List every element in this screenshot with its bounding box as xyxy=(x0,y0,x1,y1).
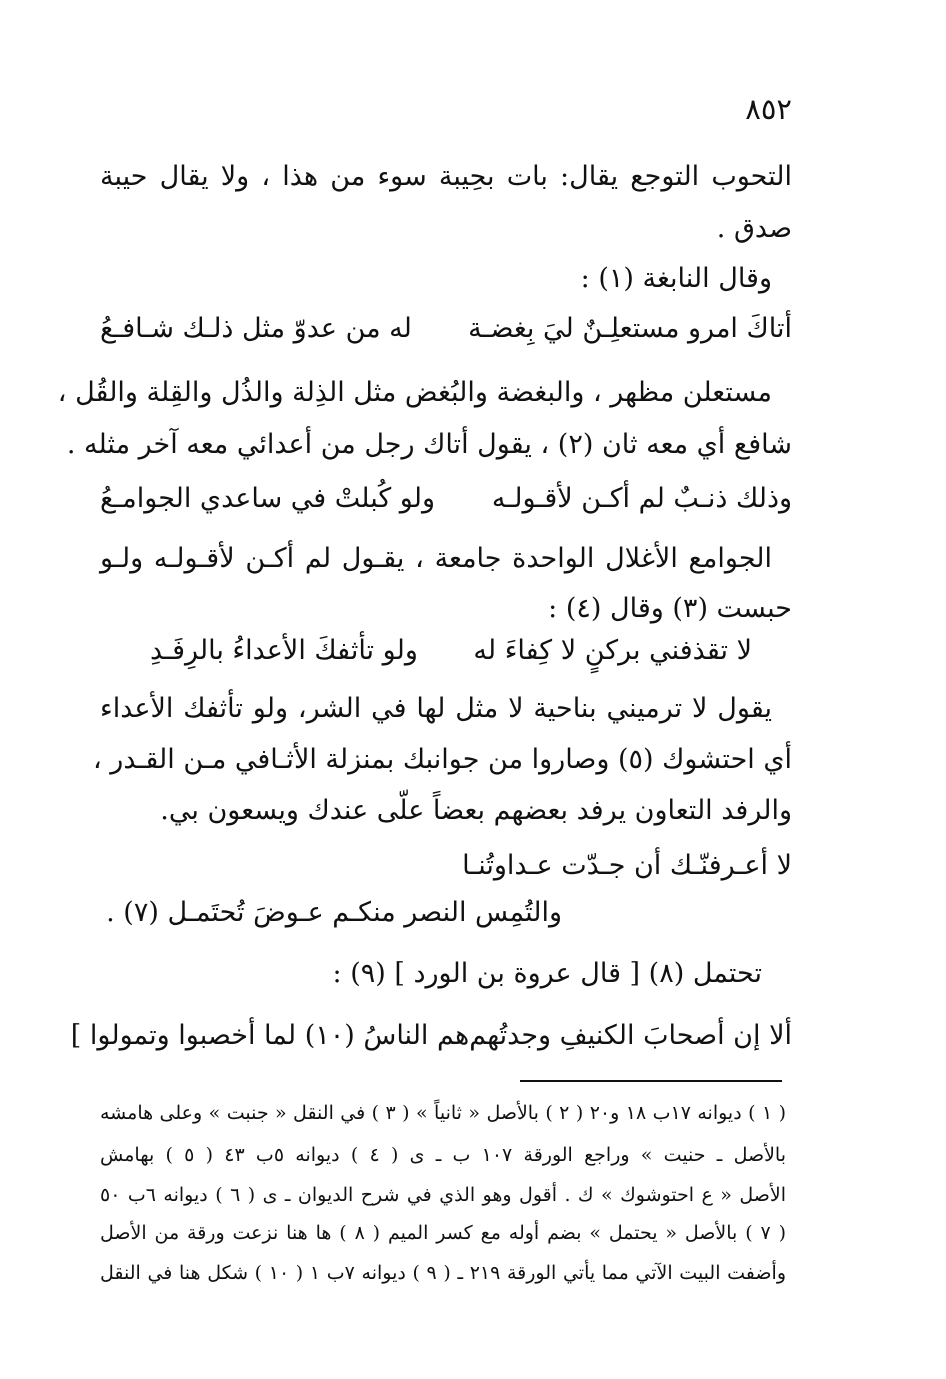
body-line: شافع أي معه ثان (٢) ، يقول أتاك رجل من أعدائي معه آخر مثله . xyxy=(66,429,792,460)
footnote-line: بالأصل ـ حنيت » وراجع الورقة ١٠٧ ب ـ ى ( ٤ ) ديوانه ٥ب ٤٣ ( ٥ ) بهامش xyxy=(100,1144,787,1166)
verse-line xyxy=(70,1019,792,1053)
verse-hemistich-second: هم الناسُ (١٠) لما أخصبوا وتمولوا ] xyxy=(70,1020,470,1051)
body-line: مستعلن مظهر ، والبغضة والبُغض مثل الذِلة والذُل والقِلة والقُل ، xyxy=(57,377,772,408)
footnote-line: وأضفت البيت الآتي مما يأتي الورقة ٢١٩ ـ ( ٩ ) ديوانه ٧ب ١ ( ١٠ ) شكل هنا في النقل xyxy=(100,1262,786,1284)
body-line: يقول لا ترميني بناحية لا مثل لها في الشر، ولو تأثفك الأعداء xyxy=(100,693,772,724)
footnote-line: الأصل « ع احتوشوك » ك . أقول وهو الذي في شرح الديوان ـ ى ( ٦ ) ديوانه ٦ب ٥٠ xyxy=(100,1184,786,1206)
footnote-divider xyxy=(520,1080,782,1082)
body-line: حبست (٣) وقال (٤) : xyxy=(548,593,792,624)
verse-line xyxy=(100,482,792,516)
body-line: وقال النابغة (١) : xyxy=(580,263,772,294)
verse-hemistich-first: لا تقذفني بركنٍ لا كِفاءَ له xyxy=(473,635,752,666)
verse-hemistich-second: ولو تأثفكَ الأعداءُ بالرِفَـدِ xyxy=(150,635,418,666)
verse-line: لا أعـرفنّـك أن جـدّت عـداوتُنـا xyxy=(462,850,792,881)
footnote-line: ( ١ ) ديوانه ١٧ب ١٨ و٢٠ ( ٢ ) بالأصل « ثانياً » ( ٣ ) في النقل « جنبت » وعلى هامشه xyxy=(100,1102,787,1124)
verse-hemistich-first: ألا إن أصحابَ الكنيفِ وجدتُهم xyxy=(469,1020,792,1051)
footnote-line: ( ٧ ) بالأصل « يحتمل » بضم أوله مع كسر الميم ( ٨ ) ها هنا نزعت ورقة من الأصل xyxy=(100,1222,787,1244)
body-line: والرفد التعاون يرفد بعضهم بعضاً علّى عندك ويسعون بي. xyxy=(160,795,792,826)
verse-hemistich-first: أتاكَ امرو مستعلِـنٌ ليَ بِغضـة xyxy=(468,313,792,344)
verse-hemistich-second: له من عدوّ مثل ذلـك شـافـعُ xyxy=(100,313,412,344)
verse-line xyxy=(150,634,752,668)
page-number: ٨٥٢ xyxy=(745,92,792,126)
verse-hemistich-first: وذلك ذنـبٌ لم أكـن لأقـولـه xyxy=(491,483,792,514)
body-line: الجوامع الأغلال الواحدة جامعة ، يقـول لم أكـن لأقـولـه ولـو xyxy=(100,543,772,574)
body-line: أي احتشوك (٥) وصاروا من جوانبك بمنزلة الأثـافي مـن القـدر ، xyxy=(92,744,792,775)
body-line: التحوب التوجع يقال: بات بحِيبة سوء من هذا ، ولا يقال حيبة xyxy=(100,161,792,192)
verse-line xyxy=(100,312,792,346)
body-line: تحتمل (٨) [ قال عروة بن الورد ] (٩) : xyxy=(332,958,762,989)
verse-hemistich-second: ولو كُبلتْ في ساعدي الجوامـعُ xyxy=(100,483,436,514)
verse-line: والتُمِس النصر منكـم عـوضَ تُحتَمـل (٧) . xyxy=(106,897,562,928)
body-line: صدق . xyxy=(716,213,792,244)
